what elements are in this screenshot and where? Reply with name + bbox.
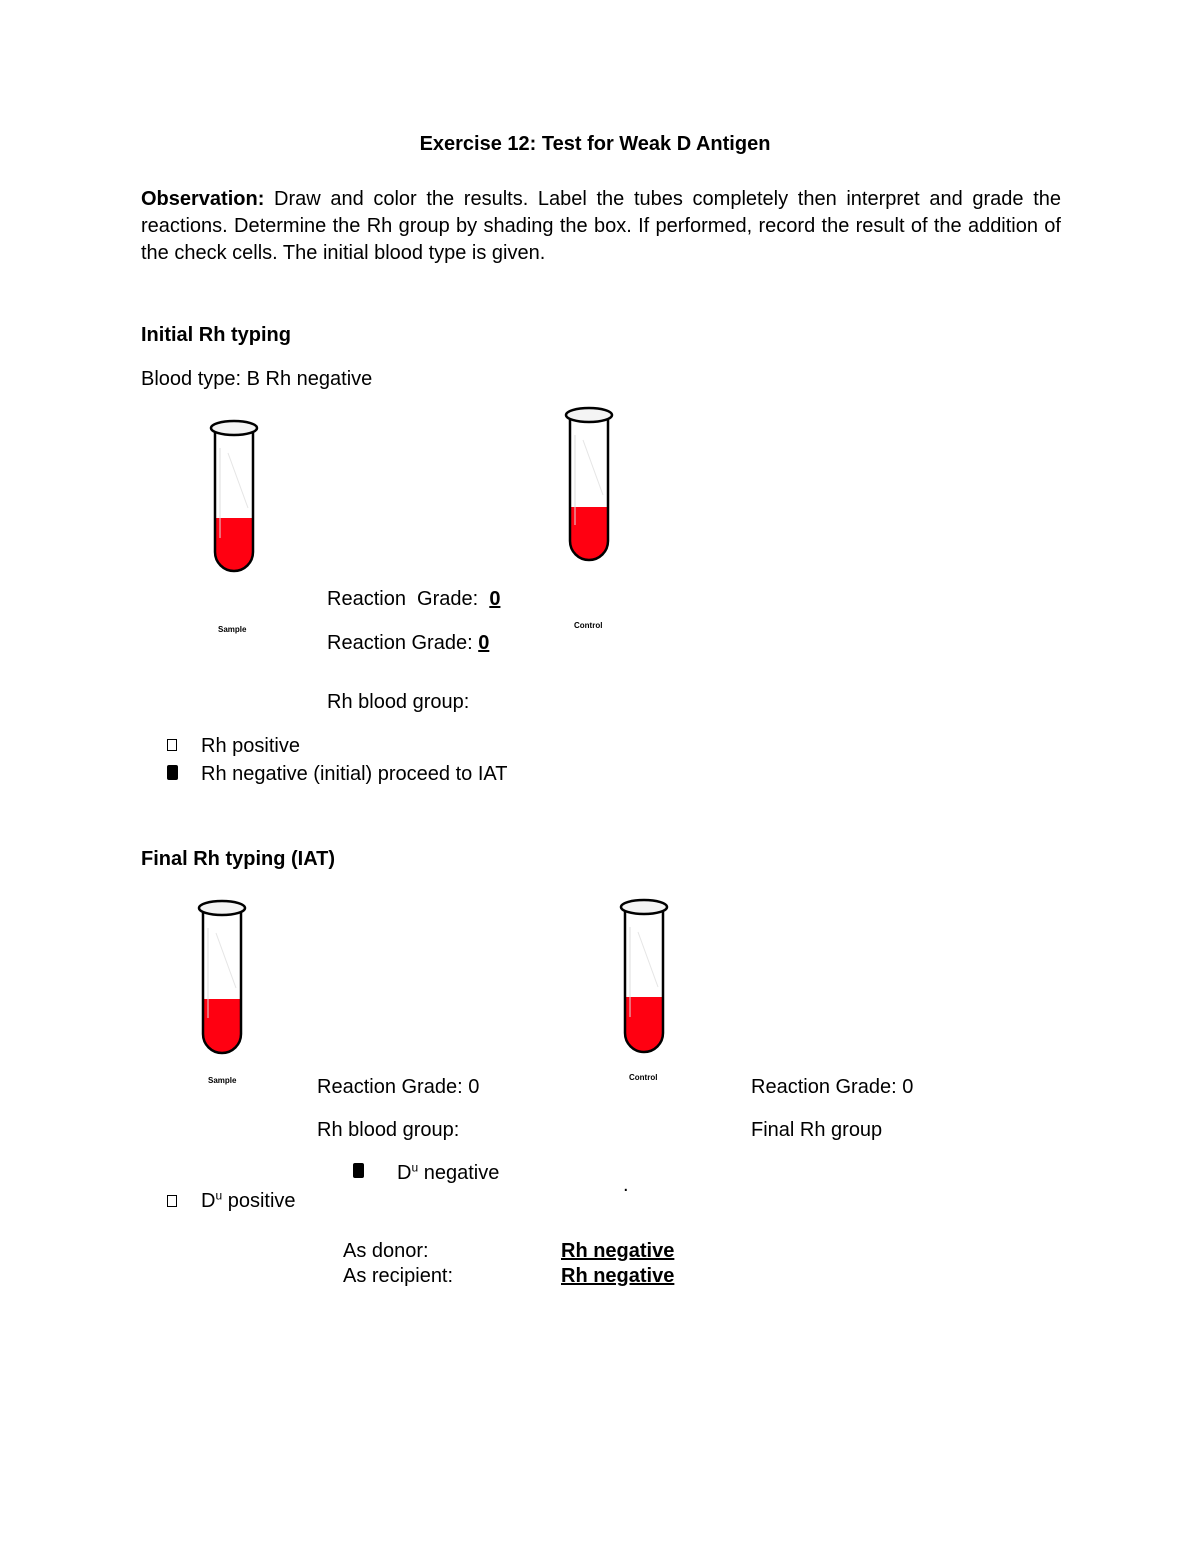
rh-negative-label: Rh negative (initial) proceed to IAT (201, 763, 508, 785)
final-control-label: Control (629, 1073, 658, 1082)
initial-sample-blood (215, 518, 253, 571)
recipient-label: As recipient: (343, 1265, 454, 1287)
du-negative-sup: u (411, 1160, 419, 1175)
initial-grade-2-prefix: Reaction Grade: (327, 632, 479, 654)
donor-value: Rh negative (561, 1240, 675, 1262)
initial-blood-type: Blood type: B Rh negative (141, 368, 373, 390)
du-negative-label (397, 1161, 499, 1185)
du-negative-rest: negative (418, 1162, 500, 1184)
initial-grade-1-value: 0 (489, 588, 501, 610)
initial-heading: Initial Rh typing (141, 324, 291, 346)
recipient-value: Rh negative (561, 1265, 675, 1287)
initial-control-blood (570, 507, 608, 560)
final-grade-left: Reaction Grade: 0 (317, 1076, 480, 1098)
rh-negative-checkbox[interactable] (167, 765, 178, 780)
observation-paragraph (141, 186, 1061, 267)
final-heading: Final Rh typing (IAT) (141, 848, 336, 870)
final-sample-blood (203, 999, 241, 1053)
initial-grade-2 (327, 631, 489, 655)
du-negative-base: D (397, 1162, 412, 1184)
du-positive-sup: u (215, 1188, 223, 1203)
final-control-blood (625, 997, 663, 1052)
observation-label: Observation: (141, 188, 265, 210)
final-rh-group-label: Rh blood group: (317, 1119, 460, 1141)
initial-grade-1 (327, 587, 500, 611)
page-title: Exercise 12: Test for Weak D Antigen (419, 133, 771, 155)
final-sample-label: Sample (208, 1076, 237, 1085)
initial-grade-1-prefix: Reaction Grade: (327, 588, 490, 610)
initial-control-label: Control (574, 621, 603, 630)
initial-sample-label: Sample (218, 625, 247, 634)
stray-dot: . (623, 1174, 629, 1196)
du-positive-checkbox[interactable] (167, 1195, 177, 1207)
rh-positive-label: Rh positive (201, 735, 300, 757)
final-rh-group-result-label: Final Rh group (751, 1119, 883, 1141)
initial-rh-group-label: Rh blood group: (327, 691, 470, 713)
donor-label: As donor: (343, 1240, 429, 1262)
final-grade-right: Reaction Grade: 0 (751, 1076, 914, 1098)
du-negative-checkbox[interactable] (353, 1163, 364, 1178)
initial-sample-tube (208, 418, 260, 580)
initial-control-tube (563, 405, 615, 567)
du-positive-rest: positive (222, 1190, 296, 1212)
initial-grade-2-value: 0 (478, 632, 490, 654)
du-positive-label (201, 1189, 296, 1213)
du-positive-base: D (201, 1190, 216, 1212)
rh-positive-checkbox[interactable] (167, 739, 177, 751)
final-control-tube (618, 897, 670, 1059)
final-sample-tube (196, 898, 248, 1060)
observation-text: Draw and color the results. Label the tubes completely then interpret and grade the reactions. Determine the Rh group by shading the box. If performed, record the result of the addition of the check cells. The initial blood type is given. (141, 188, 1061, 264)
